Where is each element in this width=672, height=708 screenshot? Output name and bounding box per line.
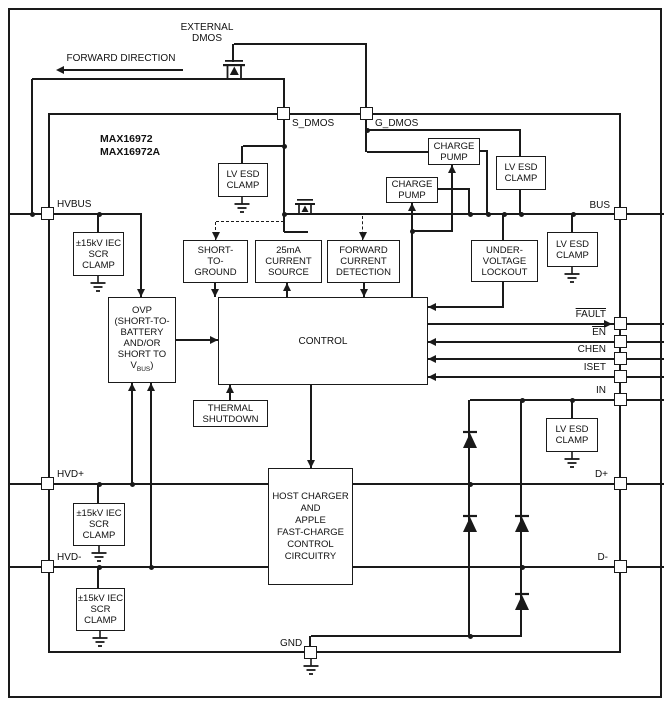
pin-chen-terminal <box>614 352 627 365</box>
pin-label-bus: BUS <box>589 200 610 211</box>
ovp-vbus-line: $V_{BUS}$) <box>130 360 154 373</box>
pin-label-d-plus: D+ <box>594 469 608 480</box>
pin-en-terminal <box>614 335 627 348</box>
wire <box>140 214 142 297</box>
pin-label-chen: CHEN <box>577 344 606 355</box>
arrowhead-left <box>428 338 436 346</box>
junction-dot <box>282 212 287 217</box>
wire <box>367 129 521 131</box>
wire <box>451 165 453 231</box>
arrowhead-up <box>226 385 234 393</box>
wire <box>428 323 664 325</box>
block-short-to-ground: SHORT- TO- GROUND <box>183 240 248 283</box>
diode-icon <box>462 430 478 455</box>
ground-icon <box>563 267 581 289</box>
pin-label-in: IN <box>596 385 606 396</box>
wire <box>428 306 504 308</box>
block-host-charger: HOST CHARGER AND APPLE FAST-CHARGE CONTROL CIRCUITRY <box>268 468 353 585</box>
pin-sdmos-terminal <box>277 107 290 120</box>
wire <box>283 79 285 107</box>
wire <box>284 231 308 233</box>
pin-gnd-terminal <box>304 646 317 659</box>
junction-dot <box>468 634 473 639</box>
pin-hvd-plus-terminal <box>41 477 54 490</box>
wire <box>411 231 413 297</box>
arrowhead-left <box>56 66 64 74</box>
pin-label-sdmos: S_DMOS <box>292 118 335 129</box>
junction-dot <box>468 482 473 487</box>
ground-icon <box>563 452 581 474</box>
arrowhead-up <box>448 165 456 173</box>
wire <box>571 214 573 232</box>
pin-hvbus-terminal <box>41 207 54 220</box>
block-forward-current-detection: FORWARD CURRENT DETECTION <box>327 240 400 283</box>
block-charge-pump-bottom: CHARGE PUMP <box>386 177 438 203</box>
arrowhead-right <box>210 336 218 344</box>
arrowhead-left <box>428 303 436 311</box>
wire <box>468 189 470 214</box>
wire <box>502 282 504 307</box>
diode-icon <box>514 592 530 617</box>
wire <box>428 341 664 343</box>
junction-dot <box>502 212 507 217</box>
ground-icon <box>233 197 251 219</box>
pin-label-fault: FAULT <box>575 309 606 320</box>
wire <box>519 190 521 214</box>
pin-label-iset: ISET <box>583 362 606 373</box>
ground-icon <box>302 659 320 681</box>
pin-label-hvd-minus: HVD- <box>57 552 82 563</box>
ground-icon <box>91 631 109 653</box>
block-lv-esd-clamp-in: LV ESD CLAMP <box>546 418 598 452</box>
junction-dot <box>486 212 491 217</box>
wire <box>571 400 573 418</box>
block-thermal-shutdown: THERMAL SHUTDOWN <box>193 400 268 427</box>
wire <box>502 214 504 240</box>
block-charge-pump-top: CHARGE PUMP <box>428 138 480 165</box>
junction-dot <box>30 212 35 217</box>
junction-dot <box>570 398 575 403</box>
junction-dot <box>365 128 370 133</box>
pin-bus-terminal <box>614 207 627 220</box>
wire <box>97 214 99 232</box>
wire <box>438 188 470 190</box>
wire <box>216 221 284 222</box>
pin-in-terminal <box>614 393 627 406</box>
arrowhead-down <box>359 232 367 240</box>
wire <box>31 79 33 215</box>
pin-d-minus-terminal <box>614 560 627 573</box>
wire <box>367 151 428 153</box>
ground-icon <box>90 546 108 568</box>
pin-label-gdmos: G_DMOS <box>375 118 419 129</box>
wire <box>365 44 367 107</box>
junction-dot <box>282 144 287 149</box>
block-scr-clamp-hvd-minus: ±15kV IEC SCR CLAMP <box>76 588 125 631</box>
diode-icon <box>462 514 478 539</box>
arrowhead-down <box>307 460 315 468</box>
wire <box>62 69 183 71</box>
external-dmos-label: EXTERNAL DMOS <box>180 22 234 44</box>
pin-hvd-minus-terminal <box>41 560 54 573</box>
arrowhead-left <box>428 373 436 381</box>
block-lv-esd-clamp-bus: LV ESD CLAMP <box>547 232 598 267</box>
wire <box>621 213 664 215</box>
junction-dot <box>130 482 135 487</box>
wire <box>412 230 453 232</box>
junction-dot <box>149 565 154 570</box>
pin-iset-terminal <box>614 370 627 383</box>
arrowhead-up <box>408 203 416 211</box>
wire <box>243 145 285 147</box>
block-ovp: OVP (SHORT-TO- BATTERY AND/OR SHORT TO $V_{BUS}$) <box>108 297 176 383</box>
junction-dot <box>97 212 102 217</box>
pin-label-gnd: GND <box>280 638 303 649</box>
wire <box>311 635 522 637</box>
diode-icon <box>514 514 530 539</box>
block-scr-clamp-hvbus: ±15kV IEC SCR CLAMP <box>73 232 124 276</box>
wire <box>486 151 488 214</box>
arrowhead-left <box>428 355 436 363</box>
pin-fault-terminal <box>614 317 627 330</box>
block-current-source: 25mA CURRENT SOURCE <box>255 240 322 283</box>
internal-mosfet-icon <box>292 193 318 219</box>
wire <box>310 385 312 468</box>
wire <box>150 383 152 569</box>
ground-icon <box>89 276 107 298</box>
arrowhead-down <box>212 232 220 240</box>
junction-dot <box>571 212 576 217</box>
wire <box>470 399 664 401</box>
arrowhead-down <box>137 289 145 297</box>
arrowhead-down <box>211 289 219 297</box>
forward-direction-label: FORWARD DIRECTION <box>66 53 176 64</box>
wire <box>365 119 367 152</box>
external-dmos-icon <box>217 52 251 85</box>
block-lv-esd-clamp-sdmos: LV ESD CLAMP <box>218 163 268 197</box>
junction-dot <box>519 212 524 217</box>
wire <box>519 130 521 156</box>
arrowhead-down <box>360 289 368 297</box>
junction-dot <box>520 565 525 570</box>
wire <box>97 484 99 503</box>
block-scr-clamp-hvd-plus: ±15kV IEC SCR CLAMP <box>73 503 125 546</box>
junction-dot <box>410 229 415 234</box>
junction-dot <box>97 482 102 487</box>
part-number-label: MAX16972 MAX16972A <box>100 133 161 158</box>
junction-dot <box>520 398 525 403</box>
block-undervoltage-lockout: UNDER- VOLTAGE LOCKOUT <box>471 240 538 282</box>
block-lv-esd-clamp-gdmos: LV ESD CLAMP <box>496 156 546 190</box>
pin-label-en: $\overline{EN}$ <box>592 327 606 338</box>
wire <box>234 43 367 45</box>
wire <box>428 376 664 378</box>
pin-label-hvbus: HVBUS <box>57 199 92 210</box>
arrowhead-up <box>283 283 291 291</box>
arrowhead-up <box>147 383 155 391</box>
pin-d-plus-terminal <box>614 477 627 490</box>
pin-label-d-minus: D- <box>597 552 608 563</box>
pin-gdmos-terminal <box>360 107 373 120</box>
wire <box>428 358 664 360</box>
wire <box>241 146 243 163</box>
block-control: CONTROL <box>218 297 428 385</box>
wire <box>97 567 99 588</box>
pin-label-hvd-plus: HVD+ <box>57 469 84 480</box>
wire <box>131 383 133 484</box>
arrowhead-up <box>128 383 136 391</box>
junction-dot <box>468 212 473 217</box>
